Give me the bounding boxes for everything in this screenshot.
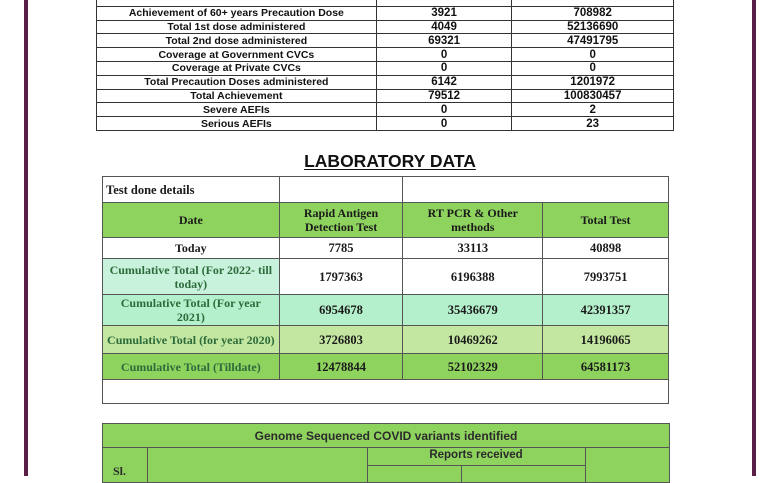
cumulative-value: 2	[512, 103, 674, 117]
table-row	[103, 238, 669, 259]
row-label: Coverage at Private CVCs	[97, 61, 377, 75]
row-label: Severe AEFIs	[97, 103, 377, 117]
genome-title: Genome Sequenced COVID variants identified	[254, 429, 518, 443]
today-value: 0	[376, 61, 512, 75]
table-row	[97, 117, 674, 131]
table-title: Test done details	[103, 177, 280, 203]
today-value: 3921	[376, 6, 512, 20]
row-label: Today	[103, 238, 280, 259]
row-label: Total Achievement	[97, 89, 377, 103]
row-label: Cumulative Total (For year 2021)	[103, 295, 280, 326]
cumulative-value: 708982	[512, 6, 674, 20]
divider	[367, 465, 585, 466]
row-label: Total 2nd dose administered	[97, 34, 377, 48]
cumulative-value: 47491795	[512, 34, 674, 48]
empty-row	[103, 380, 669, 404]
table-row	[97, 48, 674, 62]
rtpcr-value: 10469262	[403, 326, 543, 354]
row-label: Serious AEFIs	[97, 117, 377, 131]
rtpcr-value: 52102329	[403, 354, 543, 380]
table-row	[103, 295, 669, 326]
cumulative-value: 100830457	[512, 89, 674, 103]
today-value: 69321	[376, 34, 512, 48]
today-value: 0	[376, 48, 512, 62]
header-total-test: Total Test	[543, 203, 669, 238]
total-value: 64581173	[543, 354, 669, 380]
header-row	[103, 203, 669, 238]
row-label: Coverage at Government CVCs	[97, 48, 377, 62]
empty-cell	[103, 380, 669, 404]
laboratory-heading-text: LABORATORY DATA	[304, 151, 476, 171]
empty-cell	[279, 177, 403, 203]
header-rapid-antigen: Rapid Antigen Detection Test	[279, 203, 403, 238]
row-label: Cumulative Total (for year 2020)	[103, 326, 280, 354]
today-value: 6142	[376, 75, 512, 89]
rapid-value: 3726803	[279, 326, 403, 354]
rtpcr-value: 35436679	[403, 295, 543, 326]
today-value: 79512	[376, 89, 512, 103]
table-row	[97, 6, 674, 20]
table-row	[97, 34, 674, 48]
today-value: 4049	[376, 20, 512, 34]
total-value: 14196065	[543, 326, 669, 354]
table-row	[97, 20, 674, 34]
rapid-value: 12478844	[279, 354, 403, 380]
total-value: 40898	[543, 238, 669, 259]
table-row	[97, 75, 674, 89]
row-label: Cumulative Total (For 2022- till today)	[103, 259, 280, 295]
divider	[147, 447, 148, 482]
genome-table	[102, 423, 670, 483]
cumulative-value: 0	[512, 61, 674, 75]
table-row	[97, 103, 674, 117]
row-label: Cumulative Total (Tilldate)	[103, 354, 280, 380]
total-value: 7993751	[543, 259, 669, 295]
divider	[461, 465, 462, 482]
header-date: Date	[103, 203, 280, 238]
today-value: 0	[376, 103, 512, 117]
table-row	[103, 259, 669, 295]
cumulative-value: 52136690	[512, 20, 674, 34]
total-value: 42391357	[543, 295, 669, 326]
table-row	[103, 354, 669, 380]
table-title-row	[103, 177, 669, 203]
laboratory-heading	[0, 151, 780, 172]
table-row	[103, 326, 669, 354]
rapid-value: 7785	[279, 238, 403, 259]
table-row	[97, 89, 674, 103]
table-row	[97, 61, 674, 75]
serial-number-header: Sl.	[113, 464, 127, 478]
row-label: Achievement of 60+ years Precaution Dose	[97, 6, 377, 20]
vaccination-table	[96, 0, 674, 131]
divider	[585, 447, 586, 482]
rtpcr-value: 6196388	[403, 259, 543, 295]
row-label: Total Precaution Doses administered	[97, 75, 377, 89]
header-rtpcr: RT PCR & Other methods	[403, 203, 543, 238]
cumulative-value: 0	[512, 48, 674, 62]
reports-received-header: Reports received	[429, 449, 523, 461]
laboratory-table	[102, 176, 669, 404]
today-value: 0	[376, 117, 512, 131]
cumulative-value: 23	[512, 117, 674, 131]
rapid-value: 6954678	[279, 295, 403, 326]
rtpcr-value: 33113	[403, 238, 543, 259]
rapid-value: 1797363	[279, 259, 403, 295]
row-label: Total 1st dose administered	[97, 20, 377, 34]
cumulative-value: 1201972	[512, 75, 674, 89]
empty-cell	[403, 177, 669, 203]
